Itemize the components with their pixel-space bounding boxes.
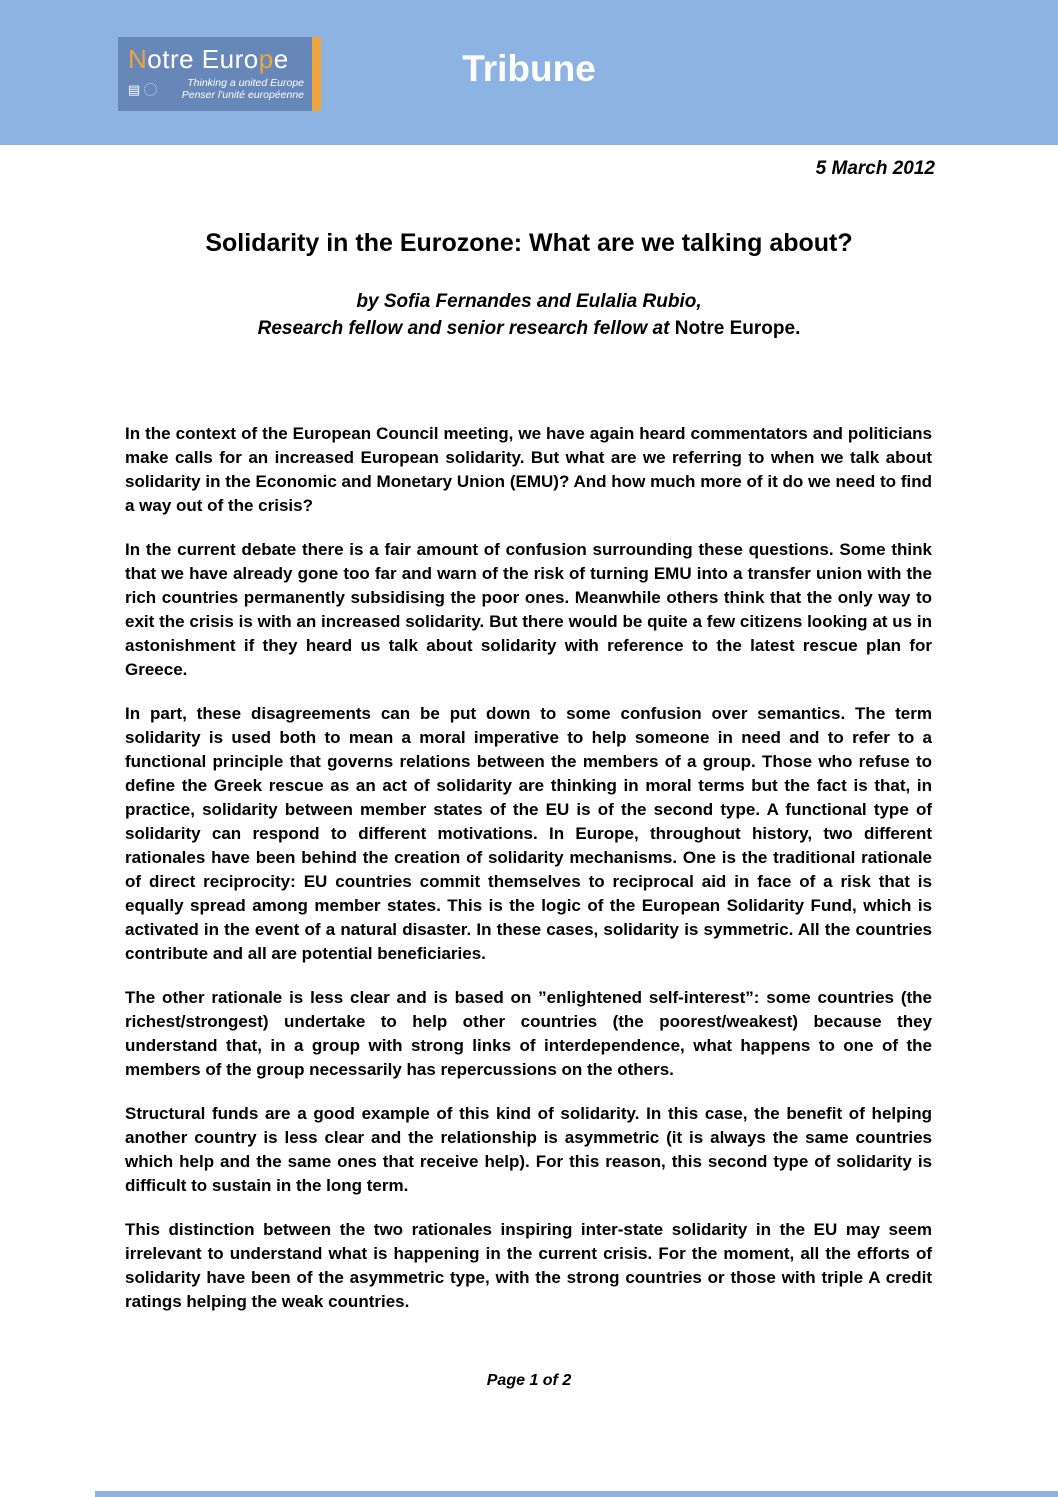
logo-tagline-fr: Penser l'unité européenne (181, 89, 304, 102)
byline-role: Research fellow and senior research fellow at (257, 318, 675, 339)
paragraph: This distinction between the two rationales inspiring inter-state solidarity in the EU may seem irrelevant to understand what is happening in the current crisis. For the moment, all the efforts of solidarity have been of the asymmetric type, with the strong countries or those with triple A credit ratings helping the weak countries. (125, 1220, 932, 1311)
logo-brand-text: N (128, 44, 148, 75)
footer-rule (95, 1491, 1058, 1497)
byline-organization: Notre Europe. (674, 318, 801, 339)
byline-authors: by Sofia Fernandes and Eulalia Rubio, (356, 291, 702, 312)
byline (0, 288, 1058, 342)
byline-affiliation (0, 315, 1058, 342)
document-icon: ▤ (128, 81, 141, 97)
logo-brand-text: otre Euro (147, 44, 259, 75)
page-number: Page 1 of 2 (486, 1372, 572, 1389)
paragraph: In the current debate there is a fair amount of confusion surrounding these questions. Some think that we have already gone too far and warn of the risk of turning EMU into a transfer union with the rich countries permanently subsidising the poor ones. Meanwhile others think that the only way to exit the crisis is with an increased solidarity. But there would be quite a few citizens looking at us in astonishment if they heard us talk about solidarity with reference to the latest rescue plan for Greece. (125, 540, 932, 679)
header-banner (0, 0, 1058, 145)
article-body (125, 422, 932, 1314)
document-date: 5 March 2012 (815, 158, 935, 179)
article-title: Solidarity in the Eurozone: What are we talking about? (205, 229, 853, 257)
paragraph: The other rationale is less clear and is based on ”enlightened self-interest”: some countries (the richest/strongest) undertake to help other countries (the poorest/weakest) because they understand that, in a group with strong links of interdependence, what happens to one of the members of the group necessarily has repercussions on the others. (125, 988, 932, 1079)
publication-title: Tribune (462, 48, 596, 89)
logo-tagline-en: Thinking a united Europe (187, 76, 304, 89)
logo-brand-text: e (273, 44, 289, 75)
paragraph: In the context of the European Council meeting, we have again heard commentators and politicians make calls for an increased European solidarity. But what are we referring to when we talk about solidarity in the Economic and Monetary Union (EMU)? And how much more of it do we need to find a way out of the crisis? (125, 424, 932, 515)
logo-brand-text: p (258, 44, 274, 75)
paragraph: In part, these disagreements can be put down to some confusion over semantics. The term solidarity is used both to mean a moral imperative to help someone in need and to refer to a functional principle that governs relations between the members of a group. Those who refuse to define the Greek rescue as an act of solidarity are thinking in moral terms but the fact is that, in practice, solidarity between member states of the EU is of the second type. A functional type of solidarity can respond to different motivations. In Europe, throughout history, two different rationales have been behind the creation of solidarity mechanisms. One is the traditional rationale of direct reciprocity: EU countries commit themselves to reciprocal aid in face of a risk that is equally spread among member states. This is the logic of the European Solidarity Fund, which is activated in the event of a natural disaster. In these cases, solidarity is symmetric. All the countries contribute and all are potential beneficiaries. (125, 704, 932, 963)
paragraph: Structural funds are a good example of this kind of solidarity. In this case, the benefit of helping another country is less clear and the relationship is asymmetric (it is always the same countries which help and the same ones that receive help). For this reason, this second type of solidarity is difficult to sustain in the long term. (125, 1104, 932, 1195)
